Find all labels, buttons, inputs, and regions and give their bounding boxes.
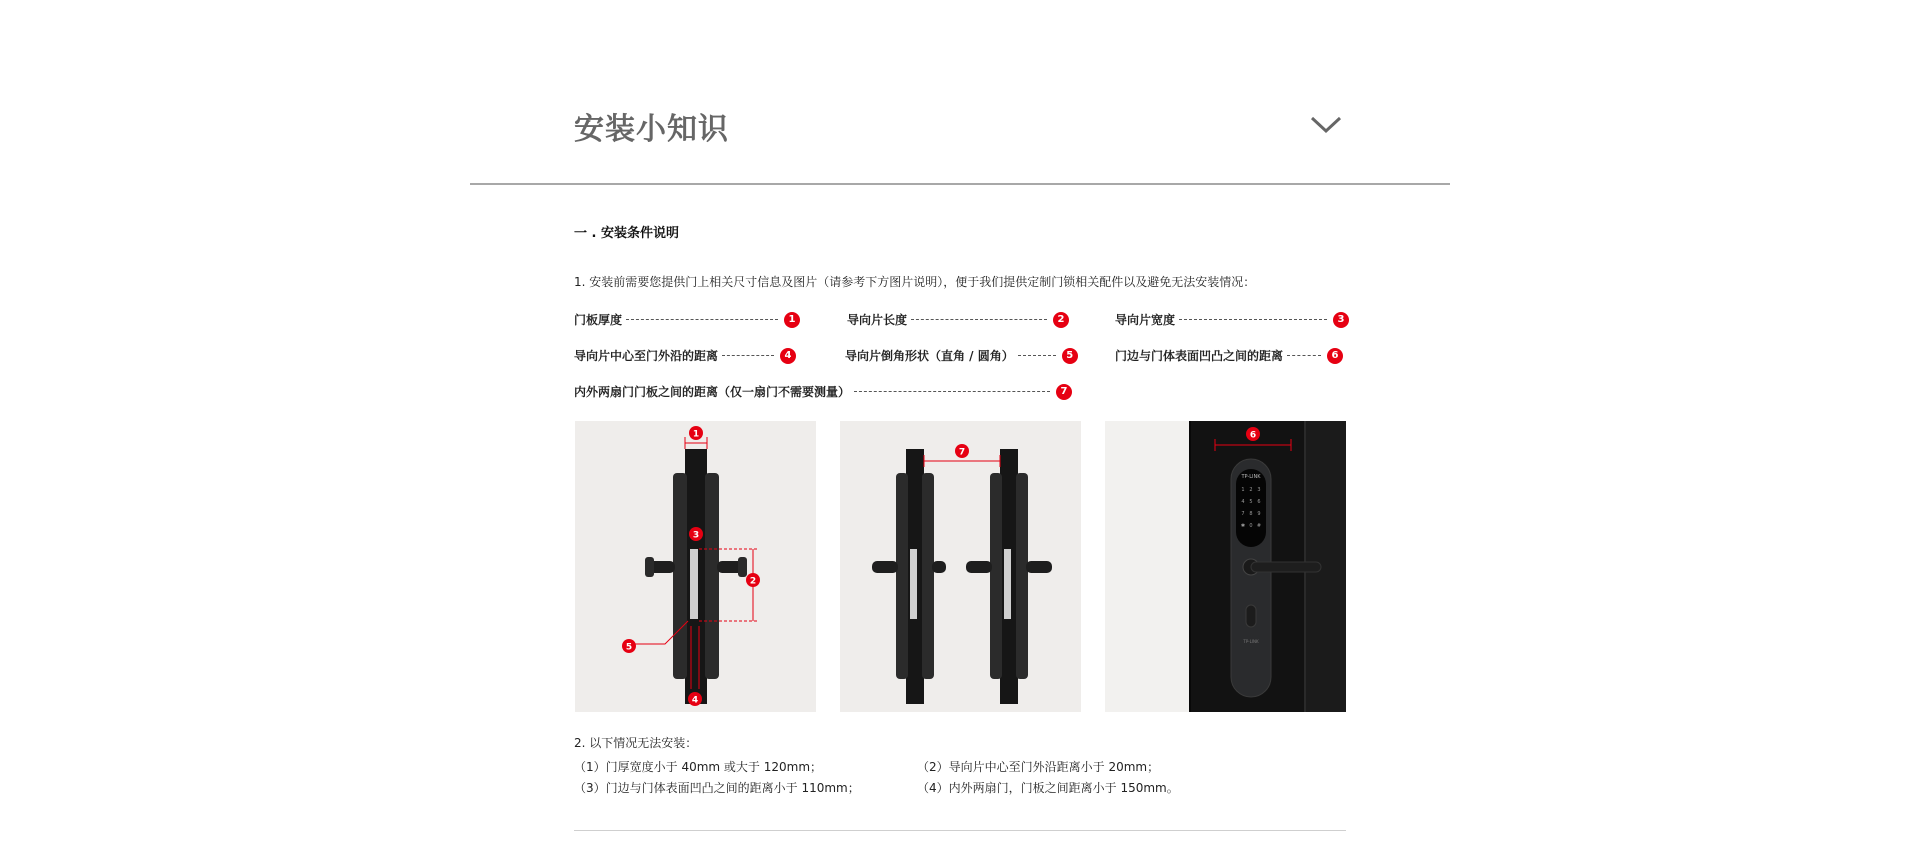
- keypad-key: 6: [1257, 499, 1261, 505]
- note-item: （3）门边与门体表面凹凸之间的距离小于 110mm；: [574, 781, 860, 795]
- svg-text:TP-LINK: TP-LINK: [1243, 639, 1259, 644]
- note-item: （1）门厚宽度小于 40mm 或大于 120mm；: [574, 760, 823, 774]
- bottom-divider: [574, 830, 1346, 831]
- dimension-number-badge: 5: [1062, 348, 1078, 364]
- dimension-item-7: [574, 383, 1072, 400]
- page-title: 安装小知识: [574, 112, 729, 147]
- keypad-key: 9: [1257, 511, 1261, 517]
- intro-text: 1. 安装前需要您提供门上相关尺寸信息及图片（请参考下方图片说明），便于我们提供定制门锁相关配件以及避免无法安装情况：: [574, 275, 1256, 289]
- dimension-label: 导向片长度: [847, 313, 908, 327]
- dashed-leader: [1287, 355, 1321, 356]
- keypad-key: 5: [1249, 499, 1253, 505]
- dimension-number-badge: 3: [1333, 312, 1349, 328]
- keypad-key: ✱: [1240, 523, 1246, 529]
- marker-label: 4: [691, 695, 699, 706]
- marker-label: 1: [692, 429, 700, 440]
- keypad-key: 3: [1257, 487, 1261, 493]
- dashed-leader: [626, 319, 778, 320]
- section-title: 一 . 安装条件说明: [574, 226, 679, 241]
- dimension-label: 内外两扇门门板之间的距离（仅一扇门不需要测量）: [574, 385, 851, 399]
- note-item: （2）导向片中心至门外沿距离小于 20mm；: [917, 760, 1160, 774]
- keypad-key: 0: [1249, 523, 1253, 529]
- brand-logo: TP-LINK: [1241, 474, 1261, 480]
- dashed-leader: [1179, 319, 1327, 320]
- keypad-key: 2: [1249, 487, 1253, 493]
- collapsible-header[interactable]: [574, 96, 1344, 146]
- dashed-leader: [722, 355, 774, 356]
- marker-label: 2: [749, 576, 757, 587]
- keypad-key: 8: [1249, 511, 1253, 517]
- lock-side-view-photo: [575, 421, 816, 712]
- dimension-number-badge: 6: [1327, 348, 1343, 364]
- dimension-label: 导向片中心至门外沿的距离: [574, 349, 719, 363]
- dimension-number-badge: 4: [780, 348, 796, 364]
- notes-title: 2. 以下情况无法安装：: [574, 736, 698, 750]
- dimension-item-4: [574, 347, 796, 364]
- marker-label: 6: [1249, 430, 1257, 441]
- double-door-illustration: [840, 421, 1081, 712]
- dashed-leader: [1018, 355, 1056, 356]
- keypad-key: 4: [1241, 499, 1245, 505]
- keypad-key: 1: [1241, 487, 1245, 493]
- dimension-item-2: [847, 311, 1069, 328]
- marker-label: 7: [958, 447, 966, 458]
- lock-front-view-illustration: [1105, 421, 1346, 712]
- dimension-number-badge: 2: [1053, 312, 1069, 328]
- dimension-item-1: [574, 311, 800, 328]
- dashed-leader: [854, 391, 1050, 392]
- lock-side-view-illustration: [575, 421, 816, 712]
- lock-front-view-photo: [1105, 421, 1346, 712]
- note-item: （4）内外两扇门，门板之间距离小于 150mm。: [917, 781, 1179, 795]
- dimension-label: 导向片倒角形状（直角 / 圆角）: [845, 349, 1014, 363]
- header-divider: [470, 183, 1450, 185]
- dimension-item-6: [1115, 347, 1343, 364]
- dimension-label: 门板厚度: [574, 313, 623, 327]
- double-door-photo: [840, 421, 1081, 712]
- keypad-key: #: [1256, 523, 1262, 529]
- dimension-label: 导向片宽度: [1115, 313, 1176, 327]
- dimension-number-badge: 1: [784, 312, 800, 328]
- dimension-number-badge: 7: [1056, 384, 1072, 400]
- dashed-leader: [911, 319, 1047, 320]
- keypad-key: 7: [1241, 511, 1245, 517]
- dimension-item-5: [845, 347, 1078, 364]
- marker-label: 5: [625, 642, 633, 653]
- dimension-label: 门边与门体表面凹凸之间的距离: [1115, 349, 1284, 363]
- chevron-down-icon[interactable]: [1308, 112, 1344, 136]
- marker-label: 3: [692, 530, 700, 541]
- dimension-item-3: [1115, 311, 1349, 328]
